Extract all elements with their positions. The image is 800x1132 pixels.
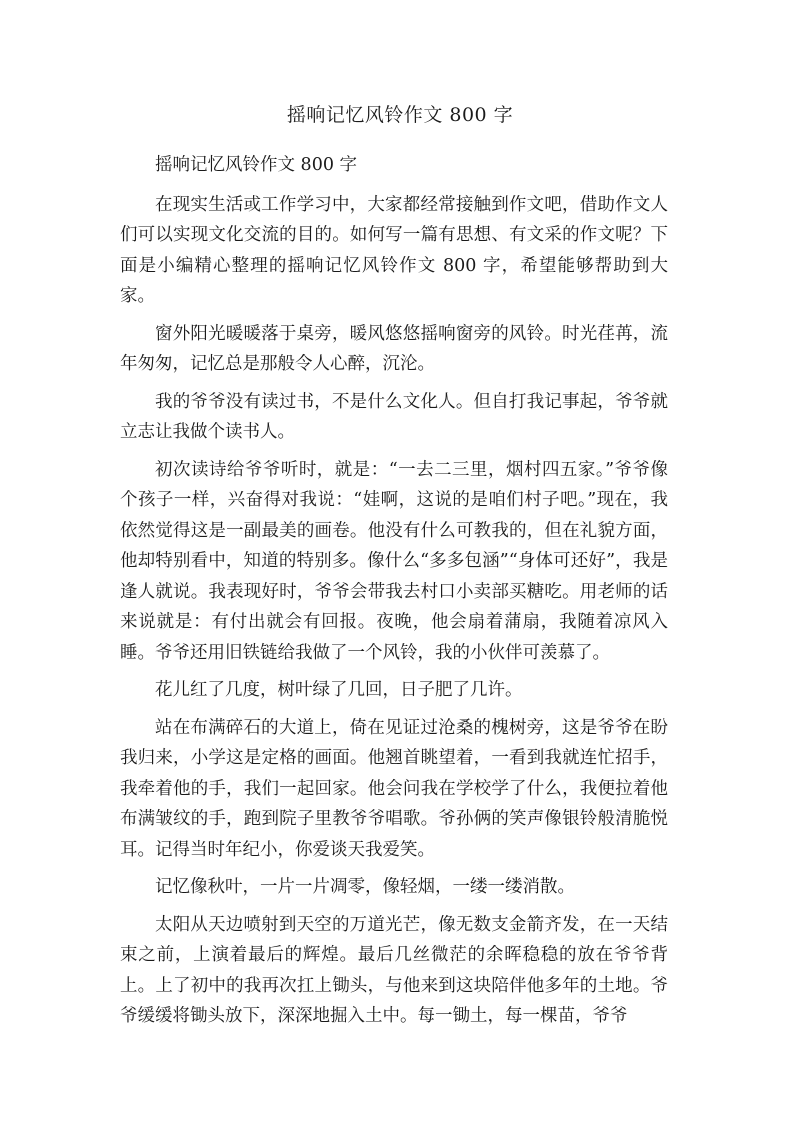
document-body	[120, 150, 668, 1039]
paragraph-grandpa: 我的爷爷没有读过书，不是什么文化人。但自打我记事起，爷爷就立志让我做个读书人。	[120, 391, 668, 442]
paragraph-intro: 在现实生活或工作学习中，大家都经常接触到作文吧，借助作文人们可以实现文化交流的目的。如何写一篇有思想、有文采的作文呢？下面是小编精心整理的摇响记忆风铃作文 800 字，希望能够帮助到大家。	[120, 194, 668, 306]
paragraph-sunset: 太阳从天边喷射到天空的万道光芒，像无数支金箭齐发，在一天结束之前，上演着最后的辉煌。最后几丝微茫的余晖稳稳的放在爷爷背上。上了初中的我再次扛上锄头，与他来到这块陪伴他多年的土地。爷爷缓缓将锄头放下，深深地掘入土中。每一锄土，每一棵苗，爷爷	[120, 914, 668, 1026]
paragraph-time: 花儿红了几度，树叶绿了几回，日子肥了几许。	[155, 680, 523, 700]
paragraph-memory: 记忆像秋叶，一片一片凋零，像轻烟，一缕一缕消散。	[155, 877, 575, 897]
paragraph-road: 站在布满碎石的大道上，倚在见证过沧桑的槐树旁，这是爷爷在盼我归来，小学这是定格的画面。他翘首眺望着，一看到我就连忙招手，我牵着他的手，我们一起回家。他会问我在学校学了什么，我便拉着他布满皱纹的手，跑到院子里教爷爷唱歌。爷孙俩的笑声像银铃般清脆悦耳。记得当时年纪小，你爱谈天我爱笑。	[120, 717, 668, 860]
page-title: 摇响记忆风铃作文 800 字	[286, 104, 514, 126]
paragraph-poem: 初次读诗给爷爷听时，就是：“一去二三里，烟村四五家。”爷爷像个孩子一样，兴奋得对我说：“娃啊，这说的是咱们村子吧。”现在，我依然觉得这是一副最美的画卷。他没有什么可教我的，但在礼貌方面，他却特别看中，知道的特别多。像什么“多多包涵”“身体可还好”，我是逢人就说。我表现好时，爷爷会带我去村口小卖部买糖吃。用老师的话来说就是：有付出就会有回报。夜晚，他会扇着蒲扇，我随着凉风入睡。爷爷还用旧铁链给我做了一个风铃，我的小伙伴可羡慕了。	[120, 459, 668, 663]
document-subtitle: 摇响记忆风铃作文 800 字	[155, 155, 358, 175]
paragraph-window: 窗外阳光暖暖落于桌旁，暖风悠悠摇响窗旁的风铃。时光荏苒，流年匆匆，记忆总是那般令人心醉，沉沦。	[120, 323, 668, 374]
